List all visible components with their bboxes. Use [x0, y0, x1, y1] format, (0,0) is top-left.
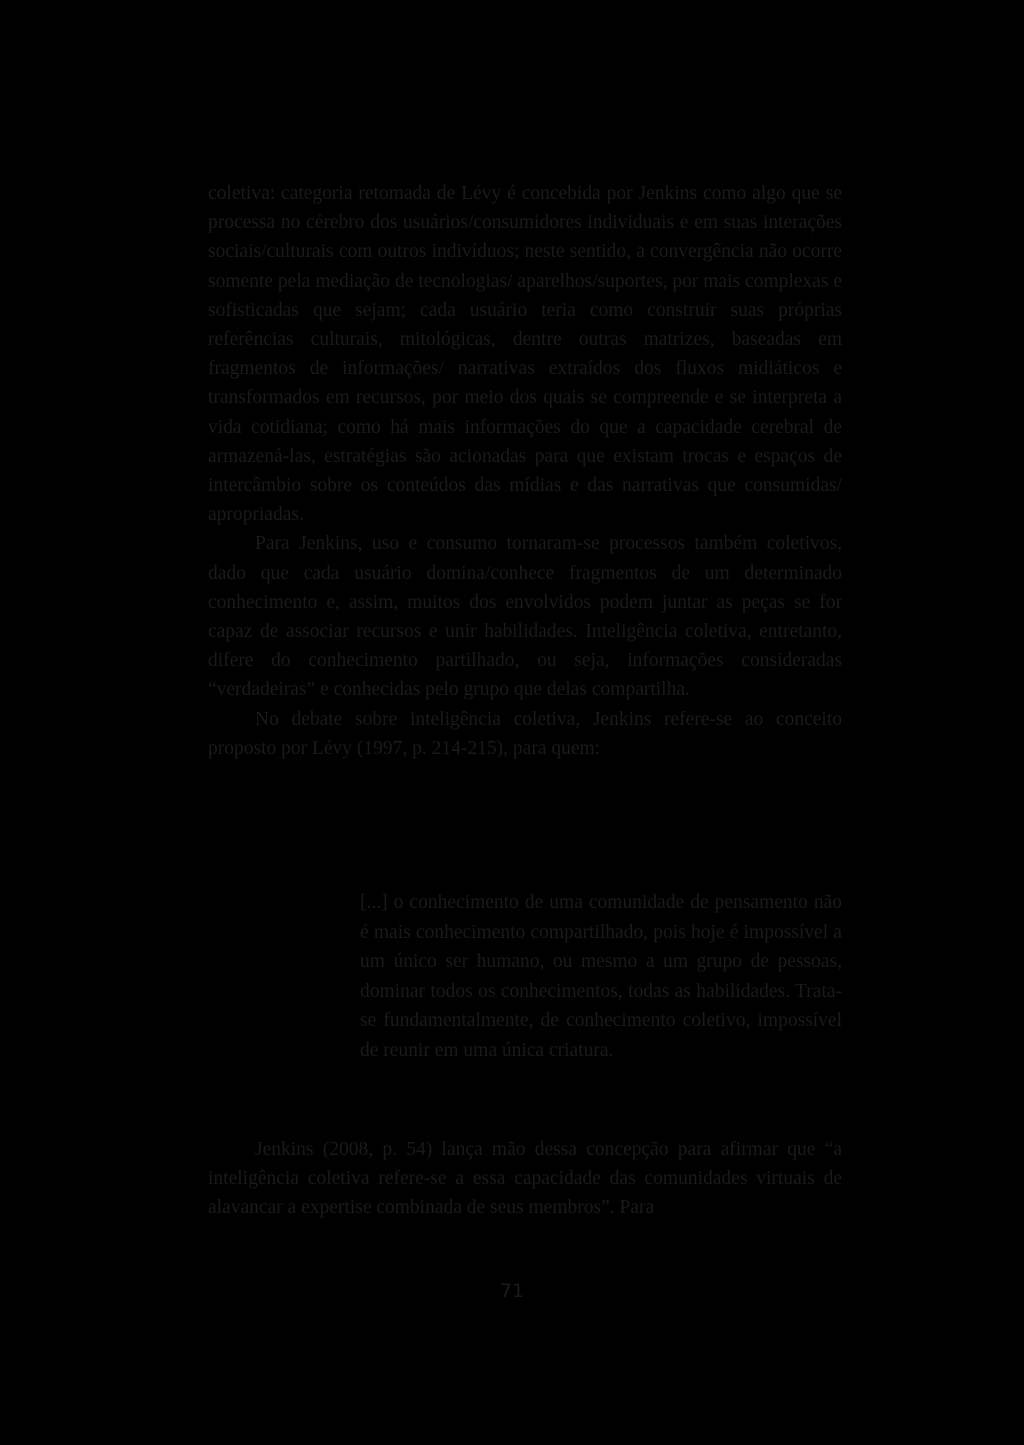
paragraph-jenkins-collective-use: Para Jenkins, uso e consumo tornaram-se processos também coletivos, dado que cada usuário domina/conhece fragmentos de um determinado conhecimento e, assim, muitos dos envolvidos podem juntar as peças se for capaz de associar recursos e unir habilidades. Inteligência coletiva, entretanto, difere do conhecimento partilhado, ou seja, informações consideradas “verdadeiras” e conhecidas pelo grupo que delas compartilha.: [208, 533, 842, 701]
block-quote: [...] o conhecimento de uma comunidade de pensamento não é mais conhecimento compartilhado, pois hoje é impossível a um único ser humano, ou mesmo a um grupo de pessoas, dominar todos os conhecimentos, todas as habilidades. Trata-se fundamentalmente, de conhecimento coletivo, impossível de reunir em uma única criatura.: [360, 892, 842, 1061]
paragraph-continued: coletiva: categoria retomada de Lévy é concebida por Jenkins como algo que se processa no cérebro dos usuários/consumidores individuais e em suas interações sociais/culturais com outros indivíduos; neste sentido, a convergência não ocorre somente pela mediação de tecnologias/ aparelhos/suportes, por mais complexas e sofisticadas que sejam; cada usuário teria como construir suas próprias referências culturais, mitológicas, dentre outras matrizes, baseadas em fragmentos de informações/ narrativas extraídos dos fluxos midiáticos e transformados em recursos, por meio dos quais se compreende e se interpreta a vida cotidiana; como há mais informações do que a capacidade cerebral de armazená-las, estratégias são acionadas para que existam trocas e espaços de intercâmbio sobre os conteúdos das mídias e das narrativas que consumidas/ apropriadas.: [208, 183, 842, 526]
page-number: 71: [499, 1280, 525, 1302]
paragraph-jenkins-2008: Jenkins (2008, p. 54) lança mão dessa concepção para afirmar que “a inteligência coletiva refere-se a essa capacidade das comunidades virtuais de alavancar a expertise combinada de seus membros”. Para: [208, 1139, 842, 1219]
body-text: [208, 179, 842, 763]
paragraph-levy-debate: No debate sobre inteligência coletiva, Jenkins refere-se ao conceito proposto por Lévy (1997, p. 214-215), para quem:: [208, 708, 842, 759]
body-text-after-quote: [208, 1135, 842, 1223]
